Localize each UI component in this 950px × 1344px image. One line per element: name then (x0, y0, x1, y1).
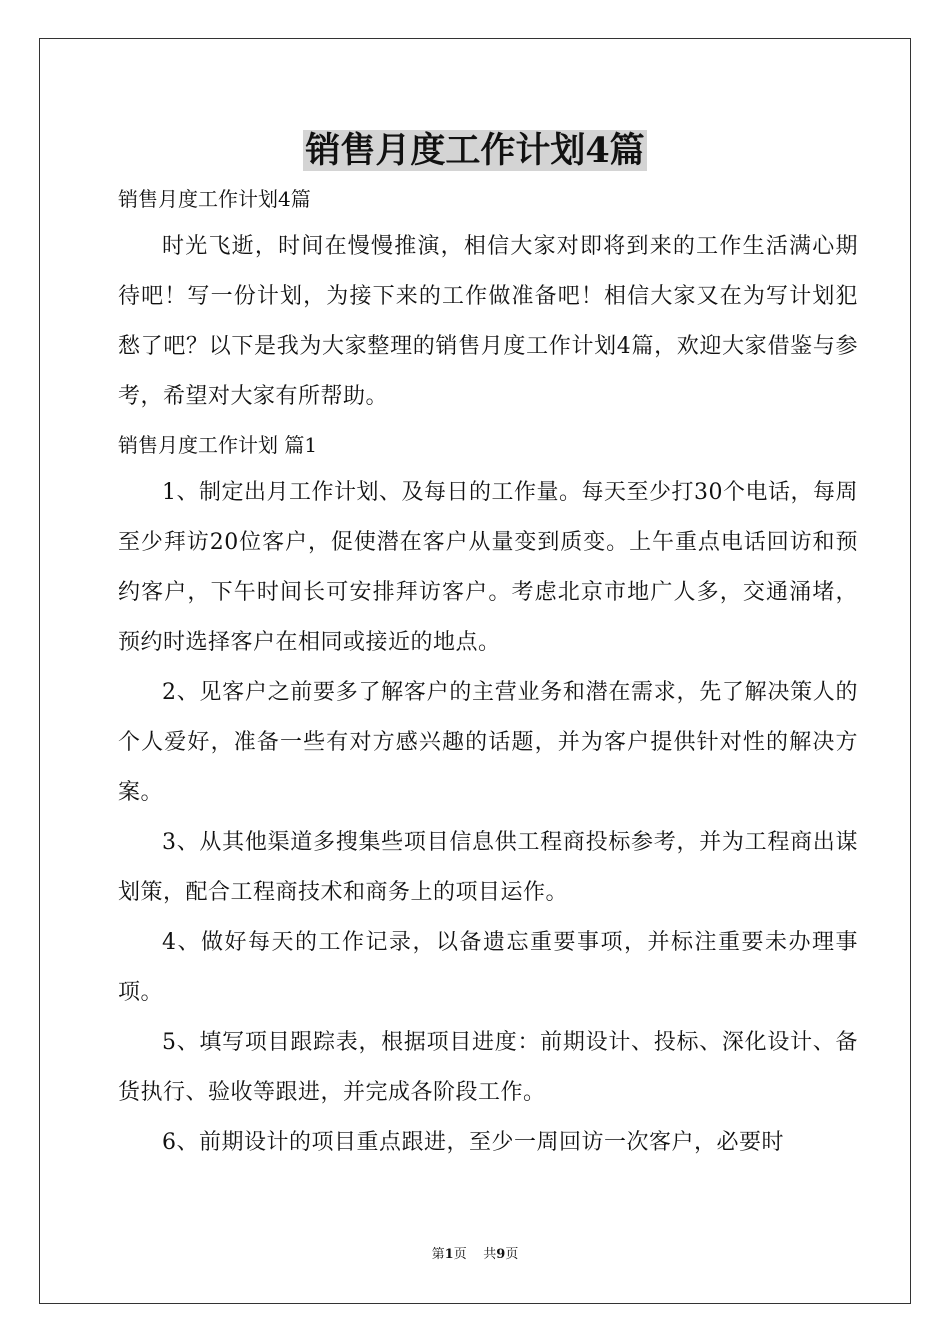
document-title-text: 销售月度工作计划4篇 (305, 130, 645, 171)
document-subtitle: 销售月度工作计划4篇 (118, 187, 311, 211)
page-current: 1 (444, 1247, 454, 1262)
page-suffix: 页 (453, 1247, 467, 1262)
document-body (118, 176, 858, 1168)
list-item: 3、从其他渠道多搜集些项目信息供工程商投标参考，并为工程商出谋划策，配合工程商技术和商务上的项目运作。 (118, 830, 858, 905)
total-suffix: 页 (505, 1247, 519, 1262)
page-footer (0, 1245, 950, 1265)
section-heading: 销售月度工作计划 篇1 (118, 433, 318, 457)
list-item: 1、制定出月工作计划、及每日的工作量。每天至少打30个电话，每周至少拜访20位客户，促使潜在客户从量变到质变。上午重点电话回访和预约客户，下午时间长可安排拜访客户。考虑北京市地广人多，交通涌堵，预约时选择客户在相同或接近的地点。 (118, 480, 858, 655)
document-title (0, 127, 950, 175)
list-item: 5、填写项目跟踪表，根据项目进度：前期设计、投标、深化设计、备货执行、验收等跟进，并完成各阶段工作。 (118, 1030, 858, 1105)
page-prefix: 第 (431, 1247, 445, 1262)
list-item: 2、见客户之前要多了解客户的主营业务和潜在需求，先了解决策人的个人爱好，准备一些有对方感兴趣的话题，并为客户提供针对性的解决方案。 (118, 680, 858, 805)
page-total: 9 (496, 1247, 506, 1262)
list-item: 4、做好每天的工作记录，以备遗忘重要事项，并标注重要未办理事项。 (118, 930, 858, 1005)
intro-paragraph: 时光飞逝，时间在慢慢推演，相信大家对即将到来的工作生活满心期待吧！写一份计划，为接下来的工作做准备吧！相信大家又在为写计划犯愁了吧？以下是我为大家整理的销售月度工作计划4篇，欢迎大家借鉴与参考，希望对大家有所帮助。 (118, 234, 858, 409)
total-prefix: 共 (483, 1247, 497, 1262)
list-item: 6、前期设计的项目重点跟进，至少一周回访一次客户，必要时 (162, 1130, 784, 1155)
